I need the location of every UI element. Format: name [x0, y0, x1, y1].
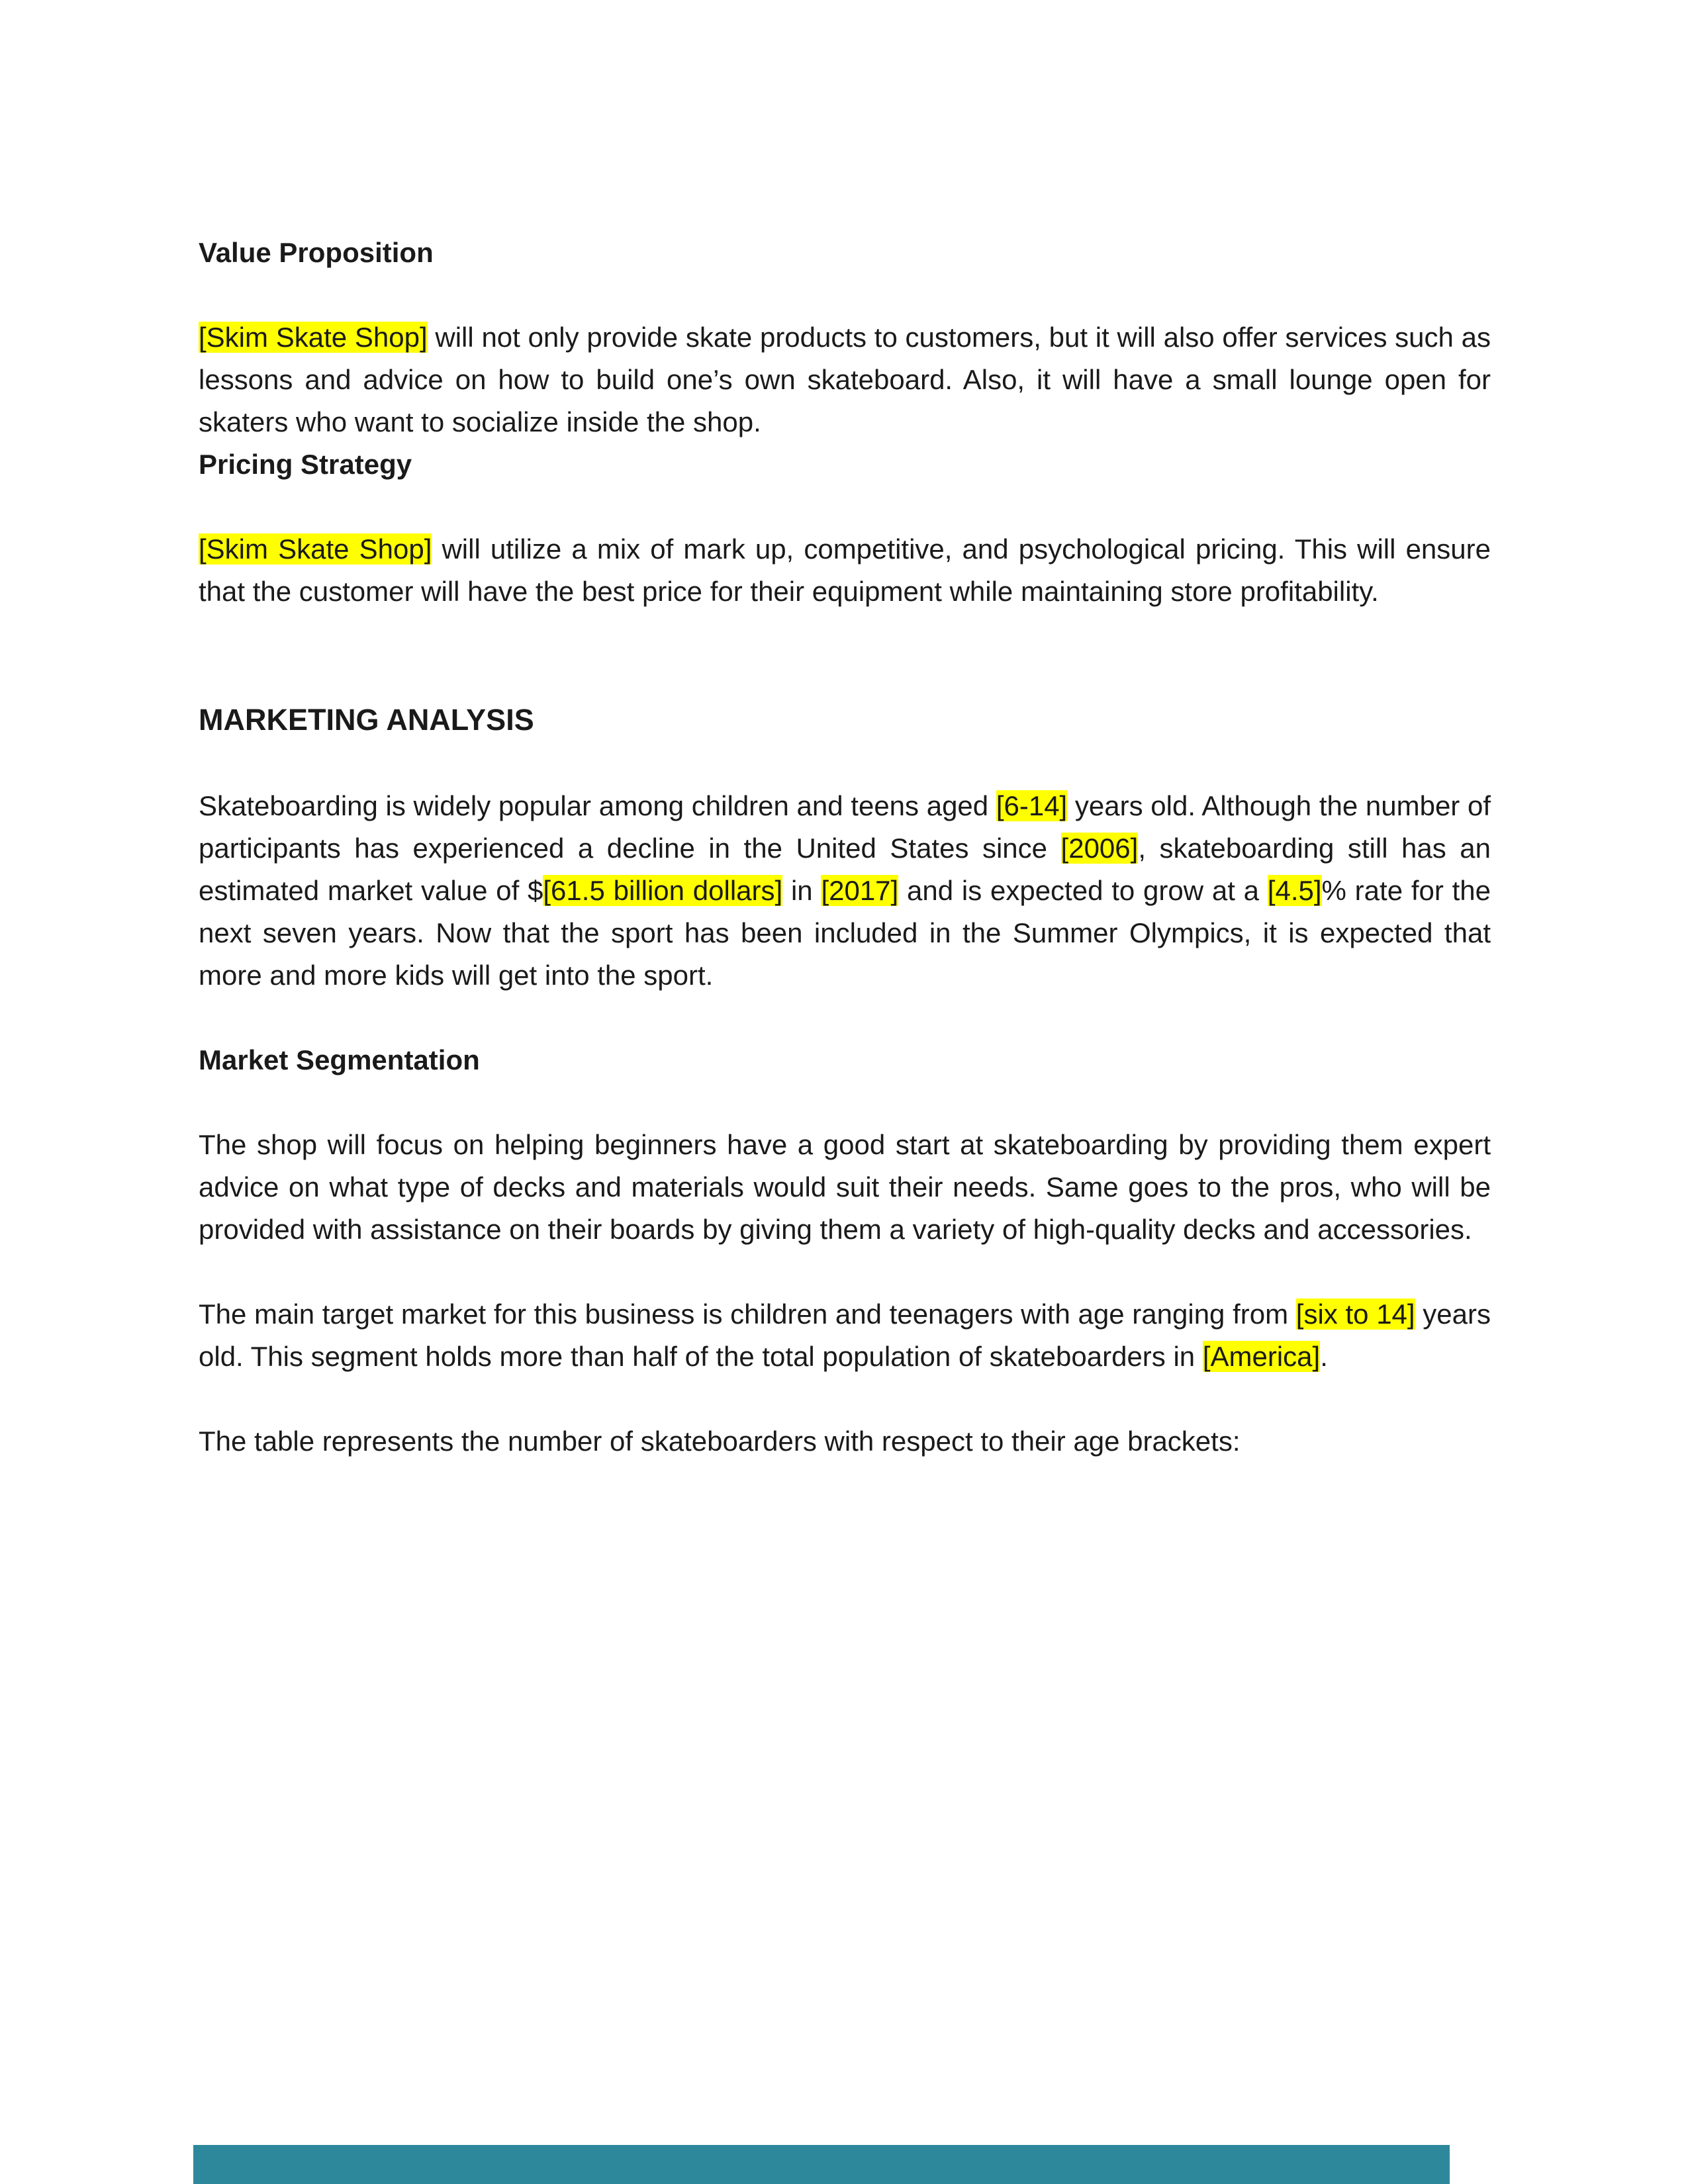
value-proposition-text: will not only provide skate products to customers, but it will also offer services such as lessons and advice on how to build one’s own skateboard. Also, it will have a small lounge open for skaters who want to socialize inside the shop.: [199, 322, 1491, 437]
spacer: [199, 1081, 1491, 1124]
market-segmentation-paragraph-1: The shop will focus on helping beginners have a good start at skateboarding by providing them expert advice on what type of decks and materials would suit their needs. Same goes to the pros, who will be provided with assistance on their boards by giving them a variety of high-quality decks and accessories.: [199, 1129, 1491, 1245]
segmentation-text: years old. This segment holds more than half of the total population of skateboarders in: [199, 1298, 1491, 1372]
age-range-placeholder: [6-14]: [996, 790, 1068, 821]
marketing-text: in: [782, 875, 821, 906]
decline-year-placeholder: [2006]: [1060, 833, 1139, 864]
market-segmentation-paragraph-2: [199, 1293, 1491, 1378]
market-value-placeholder: [61.5 billion dollars]: [543, 875, 783, 906]
spacer: [199, 1378, 1491, 1420]
market-segmentation-paragraph-3: The table represents the number of skateboarders with respect to their age brackets:: [199, 1426, 1241, 1457]
shop-name-placeholder: [Skim Skate Shop]: [199, 533, 432, 565]
spacer: [199, 743, 1491, 785]
pricing-strategy-text: will utilize a mix of mark up, competitive, and psychological pricing. This will ensure that the customer will have the best price for their equipment while maintaining store profitability.: [199, 533, 1491, 607]
market-segmentation-heading: Market Segmentation: [199, 1044, 480, 1075]
marketing-text: and is expected to grow at a: [898, 875, 1268, 906]
shop-name-placeholder: [Skim Skate Shop]: [199, 322, 428, 353]
value-proposition-paragraph: [199, 316, 1491, 443]
spacer: [199, 613, 1491, 698]
marketing-text: years old. Although the number of participants has experienced a decline in the United States since: [199, 790, 1491, 864]
marketing-text: % rate for the next seven years. Now that the sport has been included in the Summer Olympics, it is expected that more and more kids will get into the sport.: [199, 875, 1491, 991]
document-page: [199, 232, 1491, 1463]
segmentation-text: .: [1320, 1341, 1328, 1372]
footer-color-bar: [193, 2145, 1450, 2184]
target-age-placeholder: [six to 14]: [1295, 1298, 1415, 1330]
segmentation-text: The main target market for this business is children and teenagers with age ranging from: [199, 1298, 1296, 1330]
spacer: [199, 486, 1491, 528]
marketing-text: , skateboarding still has an estimated market value of $: [199, 833, 1491, 906]
value-year-placeholder: [2017]: [821, 875, 899, 906]
marketing-text: Skateboarding is widely popular among children and teens aged: [199, 790, 996, 821]
spacer: [199, 274, 1491, 316]
pricing-strategy-paragraph: [199, 528, 1491, 613]
marketing-analysis-heading: MARKETING ANALYSIS: [199, 703, 534, 737]
country-placeholder: [America]: [1202, 1341, 1321, 1372]
pricing-strategy-heading: Pricing Strategy: [199, 449, 412, 480]
spacer: [199, 997, 1491, 1039]
growth-rate-placeholder: [4.5]: [1267, 875, 1322, 906]
value-proposition-heading: Value Proposition: [199, 237, 434, 268]
spacer: [199, 1251, 1491, 1293]
marketing-analysis-paragraph: [199, 785, 1491, 997]
